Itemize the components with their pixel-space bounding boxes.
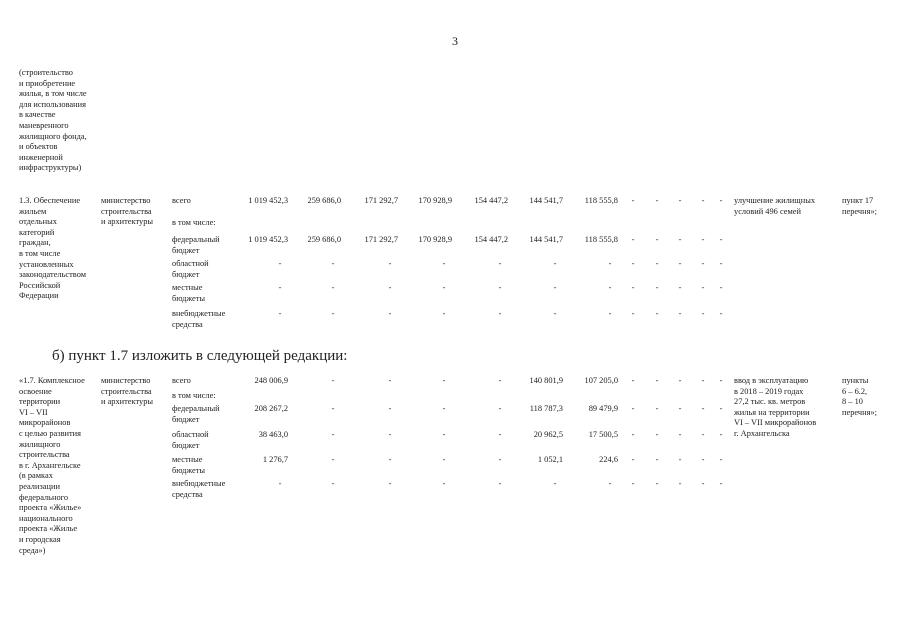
amount-cell: -	[388, 259, 392, 268]
empty-year-cell: -	[701, 196, 705, 205]
empty-year-cell: -	[678, 259, 682, 268]
empty-year-cell: -	[701, 404, 705, 413]
text-line: федеральный	[172, 404, 220, 413]
empty-year-cell: -	[719, 404, 723, 413]
text-line: улучшение жилищных	[734, 196, 816, 205]
amount-cell: -	[498, 404, 502, 413]
text-line: 8 – 10	[842, 397, 863, 407]
funding-source-label	[172, 376, 191, 387]
funding-source-label	[172, 218, 216, 229]
text-line: и объектов	[19, 142, 58, 152]
amount-cell: -	[553, 309, 557, 318]
text-line: областной	[172, 430, 209, 439]
amount-cell: 144 541,7	[529, 235, 563, 244]
text-line: местные	[172, 283, 203, 292]
text-line: областной	[172, 259, 209, 268]
empty-year-cell: -	[655, 479, 659, 488]
amount-cell: -	[498, 430, 502, 439]
amount-cell: 1 019 452,3	[248, 235, 288, 244]
text-line: перечня»;	[842, 206, 877, 216]
text-line: категорий	[19, 227, 55, 237]
text-line: реализации	[19, 481, 60, 491]
text-line: ввод в эксплуатацию	[734, 376, 809, 385]
amount-cell: 107 205,0	[584, 376, 618, 385]
text-line: инженерной	[19, 152, 63, 162]
amount-cell: 144 541,7	[529, 196, 563, 205]
amount-cell: -	[442, 376, 446, 385]
amount-cell: -	[331, 404, 335, 413]
text-line: бюджет	[172, 269, 200, 279]
empty-year-cell: -	[701, 376, 705, 385]
funding-source-label	[172, 479, 225, 500]
amount-cell: -	[553, 259, 557, 268]
amount-cell: -	[331, 479, 335, 488]
amount-cell: 154 447,2	[474, 235, 508, 244]
text-line: перечня»;	[842, 407, 877, 417]
text-line: и архитектуры	[101, 397, 154, 407]
text-line: (в рамках	[19, 471, 53, 481]
amount-cell: -	[388, 376, 392, 385]
empty-year-cell: -	[678, 455, 682, 464]
empty-year-cell: -	[701, 235, 705, 244]
text-line: пункты	[842, 376, 869, 385]
text-line: в качестве	[19, 110, 56, 120]
text-line: министерство	[101, 376, 151, 385]
text-line: в том числе	[19, 248, 61, 258]
amount-cell: 1 052,1	[537, 455, 563, 464]
text-line: национального	[19, 513, 73, 523]
continued-item-text	[19, 68, 87, 174]
empty-year-cell: -	[655, 283, 659, 292]
empty-year-cell: -	[719, 455, 723, 464]
empty-year-cell: -	[678, 309, 682, 318]
amount-cell: 259 686,0	[307, 196, 341, 205]
amount-cell: -	[388, 479, 392, 488]
funding-source-label	[172, 430, 209, 451]
empty-year-cell: -	[678, 196, 682, 205]
expected-result	[734, 196, 815, 217]
amount-cell: 140 801,9	[529, 376, 563, 385]
amount-cell: -	[608, 309, 612, 318]
amount-cell: -	[608, 283, 612, 292]
page-number: 3	[452, 34, 458, 48]
text-line: (строительство	[19, 68, 73, 77]
text-line: законодательством	[19, 270, 87, 280]
amount-cell: 154 447,2	[474, 196, 508, 205]
amount-cell: 118 555,8	[584, 235, 618, 244]
empty-year-cell: -	[701, 479, 705, 488]
text-line: и приобретение	[19, 78, 76, 88]
amount-cell: -	[388, 309, 392, 318]
empty-year-cell: -	[678, 283, 682, 292]
amount-cell: -	[388, 430, 392, 439]
text-line: пункт 17	[842, 196, 874, 205]
amount-cell: 17 500,5	[588, 430, 618, 439]
amount-cell: -	[278, 479, 282, 488]
text-line: освоение	[19, 386, 52, 396]
amount-cell: -	[498, 455, 502, 464]
empty-year-cell: -	[631, 309, 635, 318]
funding-source-label	[172, 235, 220, 256]
empty-year-cell: -	[631, 404, 635, 413]
text-line: внебюджетные	[172, 479, 226, 488]
amount-cell: -	[498, 309, 502, 318]
amount-cell: -	[442, 309, 446, 318]
amount-cell: -	[442, 283, 446, 292]
empty-year-cell: -	[701, 259, 705, 268]
empty-year-cell: -	[631, 376, 635, 385]
text-line: с целью развития	[19, 428, 82, 438]
amount-cell: 170 928,9	[418, 235, 452, 244]
amount-cell: -	[331, 376, 335, 385]
amount-cell: -	[498, 283, 502, 292]
empty-year-cell: -	[719, 283, 723, 292]
amount-cell: -	[442, 430, 446, 439]
empty-year-cell: -	[719, 235, 723, 244]
amount-cell: -	[498, 479, 502, 488]
empty-year-cell: -	[719, 259, 723, 268]
empty-year-cell: -	[678, 235, 682, 244]
funding-source-label	[172, 309, 225, 330]
text-line: в 2018 – 2019 годах	[734, 386, 804, 396]
text-line: в том числе:	[172, 218, 216, 227]
amount-cell: -	[498, 376, 502, 385]
reference	[842, 376, 877, 418]
funding-source-label	[172, 283, 205, 304]
empty-year-cell: -	[655, 309, 659, 318]
empty-year-cell: -	[631, 430, 635, 439]
text-line: Федерации	[19, 291, 59, 301]
text-line: строительства	[101, 386, 152, 396]
expected-result	[734, 376, 816, 440]
empty-year-cell: -	[701, 430, 705, 439]
text-line: жильем	[19, 206, 47, 216]
text-line: средства	[172, 489, 203, 499]
amount-cell: -	[442, 404, 446, 413]
funding-source-label	[172, 391, 216, 402]
text-line: и архитектуры	[101, 217, 154, 227]
text-line: местные	[172, 455, 203, 464]
amount-cell: 118 787,3	[529, 404, 563, 413]
empty-year-cell: -	[655, 259, 659, 268]
amount-cell: 38 463,0	[258, 430, 288, 439]
text-line: VI – VII	[19, 407, 48, 417]
text-line: бюджет	[172, 440, 200, 450]
amount-cell: 20 962,5	[533, 430, 563, 439]
empty-year-cell: -	[655, 404, 659, 413]
amount-cell: -	[442, 259, 446, 268]
text-line: установленных	[19, 259, 74, 269]
empty-year-cell: -	[678, 430, 682, 439]
funding-source-label	[172, 259, 209, 280]
empty-year-cell: -	[655, 455, 659, 464]
amount-cell: 1 276,7	[262, 455, 288, 464]
amount-cell: -	[608, 479, 612, 488]
reference	[842, 196, 877, 217]
text-line: жилищного	[19, 439, 61, 449]
empty-year-cell: -	[678, 479, 682, 488]
text-line: микрорайонов	[19, 418, 71, 428]
text-line: всего	[172, 196, 191, 205]
empty-year-cell: -	[678, 376, 682, 385]
responsible-org	[101, 196, 153, 228]
responsible-org	[101, 376, 153, 408]
amount-cell: 208 267,2	[254, 404, 288, 413]
funding-source-label	[172, 404, 220, 425]
text-line: маневренного	[19, 120, 69, 130]
text-line: среда»)	[19, 545, 46, 555]
amount-cell: 170 928,9	[418, 196, 452, 205]
text-line: в том числе:	[172, 391, 216, 400]
text-line: всего	[172, 376, 191, 385]
empty-year-cell: -	[655, 376, 659, 385]
amount-cell: -	[608, 259, 612, 268]
amount-cell: -	[442, 479, 446, 488]
text-line: граждан,	[19, 238, 51, 248]
text-line: Российской	[19, 280, 61, 290]
item-name	[19, 376, 99, 556]
amount-cell: -	[498, 259, 502, 268]
text-line: внебюджетные	[172, 309, 226, 318]
amount-cell: 89 479,9	[588, 404, 618, 413]
text-line: для использования	[19, 99, 86, 109]
empty-year-cell: -	[719, 430, 723, 439]
amount-cell: -	[331, 455, 335, 464]
amount-cell: -	[331, 309, 335, 318]
text-line: «1.7. Комплексное	[19, 376, 85, 385]
amount-cell: -	[553, 479, 557, 488]
empty-year-cell: -	[719, 376, 723, 385]
text-line: бюджет	[172, 245, 200, 255]
text-line: средства	[172, 319, 203, 329]
empty-year-cell: -	[701, 283, 705, 292]
text-line: бюджеты	[172, 293, 206, 303]
amount-cell: 1 019 452,3	[248, 196, 288, 205]
text-line: министерство	[101, 196, 151, 205]
empty-year-cell: -	[655, 430, 659, 439]
text-line: проекта «Жилье»	[19, 503, 82, 513]
amount-cell: 171 292,7	[364, 196, 398, 205]
text-line: строительства	[19, 450, 70, 460]
amount-cell: -	[388, 455, 392, 464]
amount-cell: -	[388, 404, 392, 413]
text-line: отдельных	[19, 217, 57, 227]
empty-year-cell: -	[701, 309, 705, 318]
amount-cell: -	[278, 283, 282, 292]
empty-year-cell: -	[631, 455, 635, 464]
section-heading: б) пункт 1.7 изложить в следующей редакции:	[52, 348, 348, 364]
empty-year-cell: -	[701, 455, 705, 464]
amount-cell: 171 292,7	[364, 235, 398, 244]
funding-source-label	[172, 455, 205, 476]
text-line: жилищного фонда,	[19, 131, 87, 141]
text-line: жилья на территории	[734, 407, 810, 417]
text-line: и городская	[19, 534, 61, 544]
amount-cell: 224,6	[599, 455, 618, 464]
text-line: 1.3. Обеспечение	[19, 196, 81, 205]
text-line: территории	[19, 397, 61, 407]
empty-year-cell: -	[631, 283, 635, 292]
empty-year-cell: -	[719, 309, 723, 318]
empty-year-cell: -	[678, 404, 682, 413]
funding-source-label	[172, 196, 191, 207]
text-line: г. Архангельска	[734, 428, 790, 438]
text-line: строительства	[101, 206, 152, 216]
empty-year-cell: -	[655, 196, 659, 205]
empty-year-cell: -	[631, 259, 635, 268]
text-line: 6 – 6.2,	[842, 386, 868, 396]
text-line: бюджет	[172, 414, 200, 424]
text-line: федеральный	[172, 235, 220, 244]
empty-year-cell: -	[631, 235, 635, 244]
empty-year-cell: -	[655, 235, 659, 244]
text-line: VI – VII микрорайонов	[734, 418, 817, 428]
amount-cell: -	[331, 430, 335, 439]
text-line: проекта «Жилье	[19, 524, 78, 534]
empty-year-cell: -	[631, 196, 635, 205]
text-line: инфраструктуры)	[19, 163, 82, 173]
amount-cell: 259 686,0	[307, 235, 341, 244]
empty-year-cell: -	[719, 479, 723, 488]
amount-cell: -	[278, 259, 282, 268]
amount-cell: -	[553, 283, 557, 292]
text-line: жилья, в том числе	[19, 89, 87, 99]
text-line: условий 496 семей	[734, 206, 801, 216]
amount-cell: -	[442, 455, 446, 464]
text-line: бюджеты	[172, 465, 206, 475]
amount-cell: -	[278, 309, 282, 318]
item-name	[19, 196, 99, 302]
empty-year-cell: -	[631, 479, 635, 488]
text-line: 27,2 тыс. кв. метров	[734, 397, 806, 407]
text-line: в г. Архангельске	[19, 460, 81, 470]
amount-cell: -	[388, 283, 392, 292]
amount-cell: -	[331, 259, 335, 268]
amount-cell: 118 555,8	[584, 196, 618, 205]
amount-cell: 248 006,9	[254, 376, 288, 385]
empty-year-cell: -	[719, 196, 723, 205]
amount-cell: -	[331, 283, 335, 292]
text-line: федерального	[19, 492, 69, 502]
